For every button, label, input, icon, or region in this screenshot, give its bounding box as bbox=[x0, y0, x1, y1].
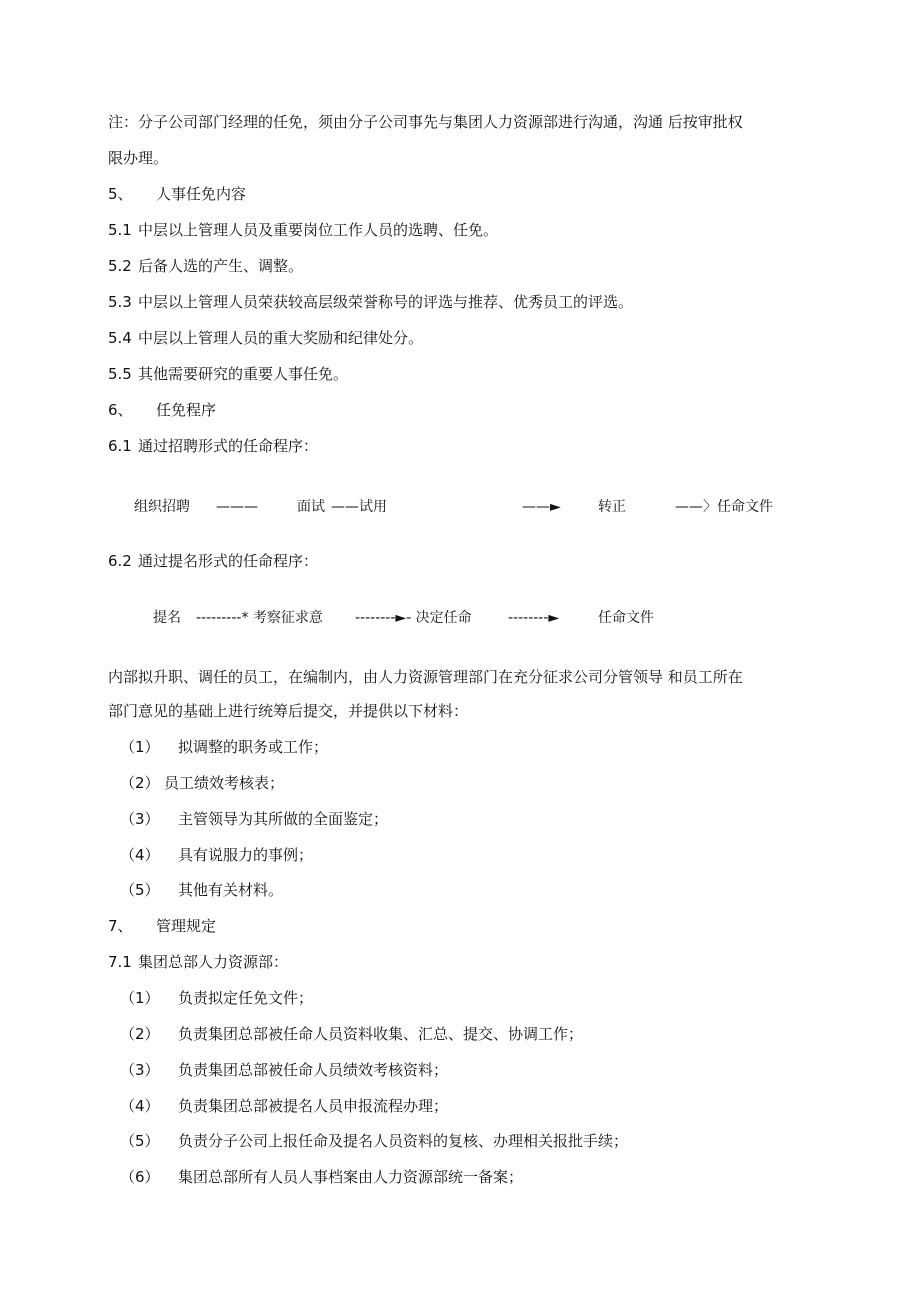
item-text: 通过提名形式的任命程序： bbox=[138, 552, 319, 570]
item-text: 集团总部所有人员人事档案由人力资源部统一备案； bbox=[178, 1168, 524, 1186]
item-number: 5.2 bbox=[108, 257, 132, 275]
list-item bbox=[120, 1060, 448, 1080]
item-number: 6.2 bbox=[108, 552, 132, 570]
item-number: 5.4 bbox=[108, 329, 132, 347]
item-text: 负责集团总部被提名人员申报流程办理； bbox=[178, 1097, 449, 1115]
list-item bbox=[120, 1096, 448, 1116]
subsection-7-1 bbox=[108, 952, 288, 972]
item-text: 中层以上管理人员的重大奖励和纪律处分。 bbox=[138, 329, 424, 347]
item-text: 员工绩效考核表； bbox=[164, 774, 285, 792]
list-item bbox=[108, 220, 498, 240]
section-title: 任免程序 bbox=[156, 401, 217, 419]
flow2-step-inspect: ---------* 考察征求意 bbox=[196, 610, 323, 626]
item-number: （4） bbox=[120, 1097, 160, 1115]
list-item bbox=[120, 1167, 523, 1187]
item-number: （4） bbox=[120, 846, 160, 864]
item-number: 5.3 bbox=[108, 293, 132, 311]
section-7-heading bbox=[108, 916, 216, 936]
section-number: 6、 bbox=[108, 401, 133, 419]
list-item bbox=[108, 364, 348, 384]
flow2-arrow: --------► bbox=[508, 610, 560, 626]
section-5-heading bbox=[108, 184, 246, 204]
list-item bbox=[108, 256, 303, 276]
item-number: 5.1 bbox=[108, 221, 132, 239]
flow1-dash: ——— bbox=[216, 499, 258, 515]
item-number: 5.5 bbox=[108, 365, 132, 383]
item-number: （2） bbox=[120, 1025, 160, 1043]
item-text: 通过招聘形式的任命程序： bbox=[138, 437, 319, 455]
item-number: （3） bbox=[120, 1061, 160, 1079]
item-text: 负责分子公司上报任命及提名人员资料的复核、办理相关报批手续； bbox=[178, 1132, 629, 1150]
subsection-6-2 bbox=[108, 551, 318, 571]
section-number: 7、 bbox=[108, 917, 133, 935]
list-item bbox=[120, 1024, 583, 1044]
section-number: 5、 bbox=[108, 185, 133, 203]
item-number: （1） bbox=[120, 738, 160, 756]
list-item bbox=[120, 880, 283, 900]
note-line-1: 注：分子公司部门经理的任免，须由分子公司事先与集团人力资源部进行沟通，沟通 后按审批权 bbox=[108, 113, 743, 131]
flow1-step-document: ——〉任命文件 bbox=[675, 499, 773, 515]
flow2-step-document: 任命文件 bbox=[598, 610, 654, 626]
list-item bbox=[120, 809, 388, 829]
item-text: 后备人选的产生、调整。 bbox=[138, 257, 304, 275]
flow2-step-nominate: 提名 bbox=[153, 610, 181, 626]
item-number: （2） bbox=[120, 774, 160, 792]
note-line-2: 限办理。 bbox=[108, 149, 169, 167]
item-text: 负责集团总部被任命人员绩效考核资料； bbox=[178, 1061, 449, 1079]
list-item bbox=[108, 292, 633, 312]
flow1-step-interview: 面试 bbox=[297, 499, 325, 515]
flow1-arrow: ——► bbox=[522, 499, 561, 515]
item-number: （6） bbox=[120, 1168, 160, 1186]
item-number: 7.1 bbox=[108, 953, 132, 971]
list-item bbox=[120, 1131, 628, 1151]
item-number: （5） bbox=[120, 1132, 160, 1150]
para-line-2: 部门意见的基础上进行统筹后提交，并提供以下材料： bbox=[108, 702, 469, 720]
flow1-step-confirm: 转正 bbox=[598, 499, 626, 515]
item-text: 主管领导为其所做的全面鉴定； bbox=[178, 810, 389, 828]
item-text: 其他需要研究的重要人事任免。 bbox=[138, 365, 349, 383]
list-item bbox=[120, 737, 328, 757]
item-number: （3） bbox=[120, 810, 160, 828]
flow1-step-recruit: 组织招聘 bbox=[134, 499, 190, 515]
list-item bbox=[120, 773, 284, 793]
item-text: 负责拟定任免文件； bbox=[178, 989, 314, 1007]
item-number: （5） bbox=[120, 881, 160, 899]
item-text: 其他有关材料。 bbox=[178, 881, 284, 899]
list-item bbox=[120, 845, 313, 865]
flow2-step-decide: --------►- 决定任命 bbox=[355, 610, 472, 626]
section-6-heading bbox=[108, 400, 216, 420]
item-text: 中层以上管理人员荣获较高层级荣誉称号的评选与推荐、优秀员工的评选。 bbox=[138, 293, 634, 311]
item-text: 集团总部人力资源部： bbox=[138, 953, 289, 971]
list-item bbox=[120, 988, 313, 1008]
item-text: 负责集团总部被任命人员资料收集、汇总、提交、协调工作； bbox=[178, 1025, 584, 1043]
subsection-6-1 bbox=[108, 436, 318, 456]
item-text: 具有说服力的事例； bbox=[178, 846, 314, 864]
section-title: 人事任免内容 bbox=[156, 185, 247, 203]
item-number: 6.1 bbox=[108, 437, 132, 455]
list-item bbox=[108, 328, 423, 348]
flow1-step-trial: ——试用 bbox=[331, 499, 387, 515]
para-line-1: 内部拟升职、调任的员工，在编制内，由人力资源管理部门在充分征求公司分管领导 和员工所在 bbox=[108, 668, 743, 686]
item-text: 拟调整的职务或工作； bbox=[178, 738, 329, 756]
item-text: 中层以上管理人员及重要岗位工作人员的选聘、任免。 bbox=[138, 221, 499, 239]
item-number: （1） bbox=[120, 989, 160, 1007]
section-title: 管理规定 bbox=[156, 917, 217, 935]
